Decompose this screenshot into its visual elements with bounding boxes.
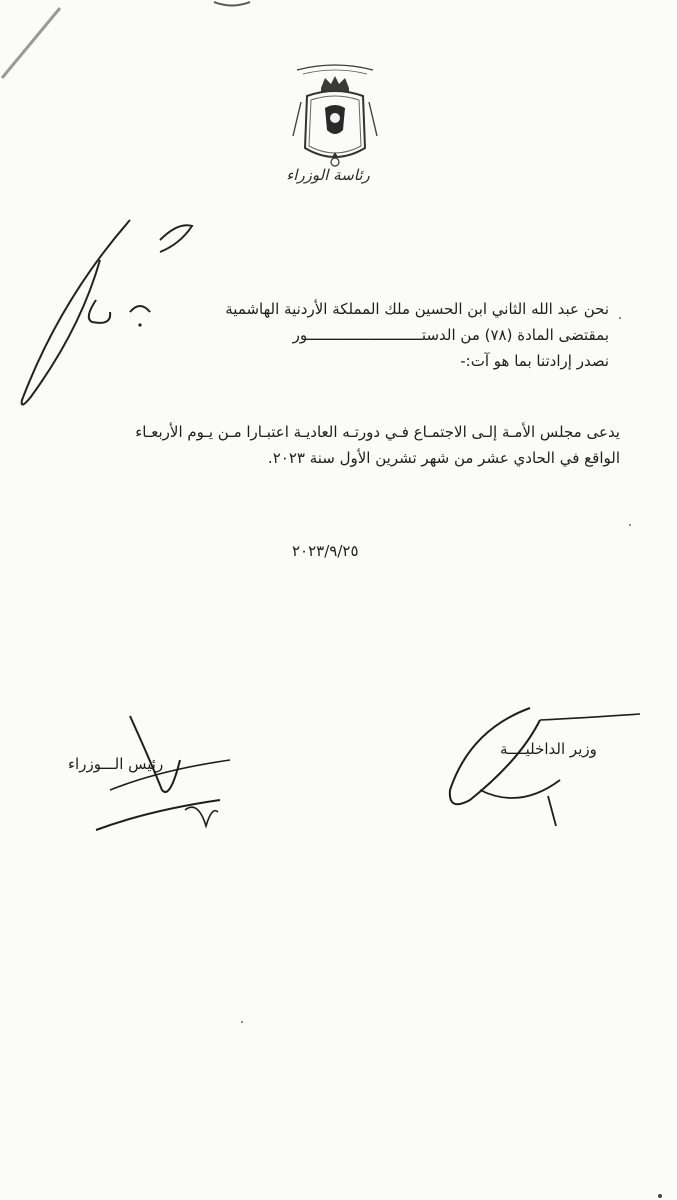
interior-minister-title: وزير الداخليــــة bbox=[500, 740, 597, 758]
scan-streak bbox=[0, 0, 80, 90]
scan-mark-top bbox=[212, 0, 252, 10]
emblem-caption: رئاسة الوزراء bbox=[286, 166, 370, 184]
decree-body-line-1: يدعى مجلس الأمـة إلـى الاجتمـاع فـي دورتـه العاديـة اعتبـارا مـن يـوم الأربعـاء bbox=[135, 423, 620, 441]
prime-minister-title: رئيس الـــوزراء bbox=[68, 755, 164, 773]
decree-date: ٢٠٢٣/٩/٢٥ bbox=[292, 542, 359, 560]
decree-issue-line: نصدر إرادتنا بما هو آت:- bbox=[460, 352, 609, 370]
constitution-article-line: بمقتضى المادة (٧٨) من الدستــــــــــــــــــــــــــور bbox=[292, 326, 609, 344]
decree-opening-line: نحن عبد الله الثاني ابن الحسين ملك المملكة الأردنية الهاشمية bbox=[225, 300, 609, 318]
decree-body-line-2: الواقع في الحادي عشر من شهر تشرين الأول سنة ٢٠٢٣. bbox=[267, 449, 620, 467]
